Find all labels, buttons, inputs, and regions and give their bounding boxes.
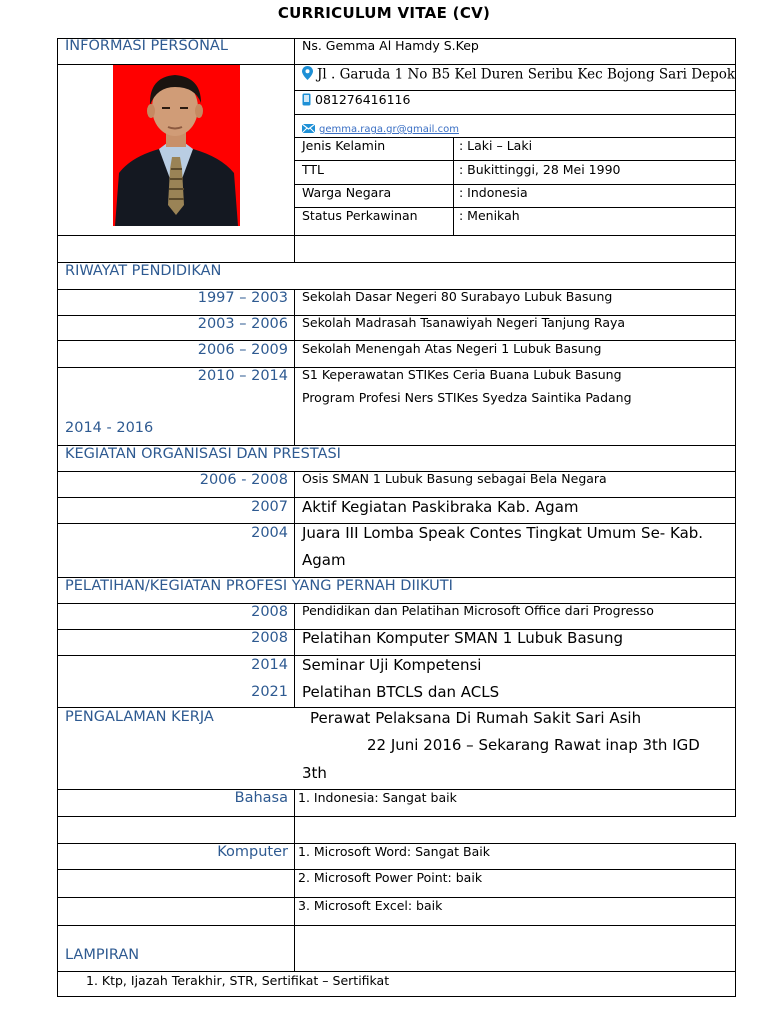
work-line: 22 Juni 2016 – Sekarang Rawat inap 3th IGD xyxy=(367,736,700,754)
training-heading: PELATIHAN/KEGIATAN PROFESI YANG PERNAH DIIKUTI xyxy=(65,578,453,594)
location-pin-icon xyxy=(302,66,313,84)
organization-text: Juara III Lomba Speak Contes Tingkat Umum Se- Kab. xyxy=(302,524,704,542)
table-border-right-upper xyxy=(735,38,736,816)
organization-year: 2006 - 2008 xyxy=(199,472,288,488)
education-heading: RIWAYAT PENDIDIKAN xyxy=(65,263,222,279)
row-line xyxy=(294,114,736,115)
email-line xyxy=(302,117,459,137)
full-name: Ns. Gemma Al Hamdy S.Kep xyxy=(302,38,479,53)
organization-text: Aktif Kegiatan Paskibraka Kab. Agam xyxy=(302,498,579,516)
row-line xyxy=(57,925,736,926)
training-year: 2008 xyxy=(251,604,288,620)
computer-item: 2. Microsoft Power Point: baik xyxy=(298,870,483,885)
organization-text: Osis SMAN 1 Lubuk Basung sebagai Bela Negara xyxy=(302,471,607,486)
field-label-nationality: Warga Negara xyxy=(302,185,392,200)
address-line xyxy=(302,66,735,84)
education-year: 2014 - 2016 xyxy=(65,420,154,436)
table-border-right-lower xyxy=(735,843,736,997)
row-line xyxy=(294,90,736,91)
email-link[interactable]: gemma.raga.gr@gmail.com xyxy=(319,124,459,135)
field-value-ttl: : Bukittinggi, 28 Mei 1990 xyxy=(459,162,621,177)
row-line xyxy=(57,816,736,817)
organization-text-continued: Agam xyxy=(302,551,346,569)
row-line xyxy=(57,707,736,708)
computer-item: 3. Microsoft Excel: baik xyxy=(298,898,443,913)
language-label: Bahasa xyxy=(234,790,288,806)
organization-heading: KEGIATAN ORGANISASI DAN PRESTASI xyxy=(65,446,341,462)
address-text: Jl . Garuda 1 No B5 Kel Duren Seribu Kec Bojong Sari Depok xyxy=(317,66,736,83)
phone-number: 081276416116 xyxy=(315,92,411,107)
work-line: 3th xyxy=(302,764,327,782)
phone-icon xyxy=(302,93,311,109)
personal-field-divider xyxy=(453,137,454,235)
profile-photo xyxy=(113,65,240,226)
row-line xyxy=(294,160,736,161)
education-year: 2010 – 2014 xyxy=(197,368,288,384)
row-line xyxy=(57,971,736,972)
education-text: Sekolah Madrasah Tsanawiyah Negeri Tanjung Raya xyxy=(302,315,626,330)
language-item: 1. Indonesia: Sangat baik xyxy=(298,790,457,805)
field-value-nationality: : Indonesia xyxy=(459,185,528,200)
personal-heading: INFORMASI PERSONAL xyxy=(65,38,228,54)
organization-year: 2007 xyxy=(251,499,288,515)
table-border-left xyxy=(57,38,58,997)
field-label-marital: Status Perkawinan xyxy=(302,208,418,223)
field-label-ttl: TTL xyxy=(302,162,325,177)
education-text: Sekolah Menengah Atas Negeri 1 Lubuk Basung xyxy=(302,341,602,356)
work-line: Perawat Pelaksana Di Rumah Sakit Sari Asih xyxy=(310,709,642,727)
training-year: 2021 xyxy=(251,684,288,700)
profile-photo-image xyxy=(113,65,240,226)
phone-line xyxy=(302,92,410,109)
column-divider xyxy=(294,38,295,262)
training-text: Seminar Uji Kompetensi xyxy=(302,656,482,674)
education-year: 2003 – 2006 xyxy=(197,316,288,332)
row-line xyxy=(57,235,736,236)
attachment-item: 1. Ktp, Ijazah Terakhir, STR, Sertifikat – Sertifikat xyxy=(86,973,390,988)
computer-item: 1. Microsoft Word: Sangat Baik xyxy=(298,844,491,859)
computer-label: Komputer xyxy=(217,844,288,860)
field-label-gender: Jenis Kelamin xyxy=(302,138,386,153)
training-text: Pelatihan Komputer SMAN 1 Lubuk Basung xyxy=(302,629,624,647)
education-year: 1997 – 2003 xyxy=(197,290,288,306)
education-text: S1 Keperawatan STIKes Ceria Buana Lubuk Basung xyxy=(302,367,622,382)
training-text: Pelatihan BTCLS dan ACLS xyxy=(302,683,500,701)
training-text: Pendidikan dan Pelatihan Microsoft Office dari Progresso xyxy=(302,603,654,618)
field-value-marital: : Menikah xyxy=(459,208,520,223)
training-year: 2014 xyxy=(251,657,288,673)
field-value-gender: : Laki – Laki xyxy=(459,138,533,153)
row-line xyxy=(57,996,736,997)
column-divider xyxy=(294,471,295,577)
work-heading: PENGALAMAN KERJA xyxy=(65,709,214,725)
education-year: 2006 – 2009 xyxy=(197,342,288,358)
training-year: 2008 xyxy=(251,630,288,646)
attachment-heading: LAMPIRAN xyxy=(65,947,140,963)
education-text: Program Profesi Ners STIKes Syedza Saintika Padang xyxy=(302,390,632,405)
organization-year: 2004 xyxy=(251,525,288,541)
envelope-icon xyxy=(302,118,315,137)
education-text: Sekolah Dasar Negeri 80 Surabayo Lubuk Basung xyxy=(302,289,613,304)
document-title: CURRICULUM VITAE (CV) xyxy=(277,4,491,22)
